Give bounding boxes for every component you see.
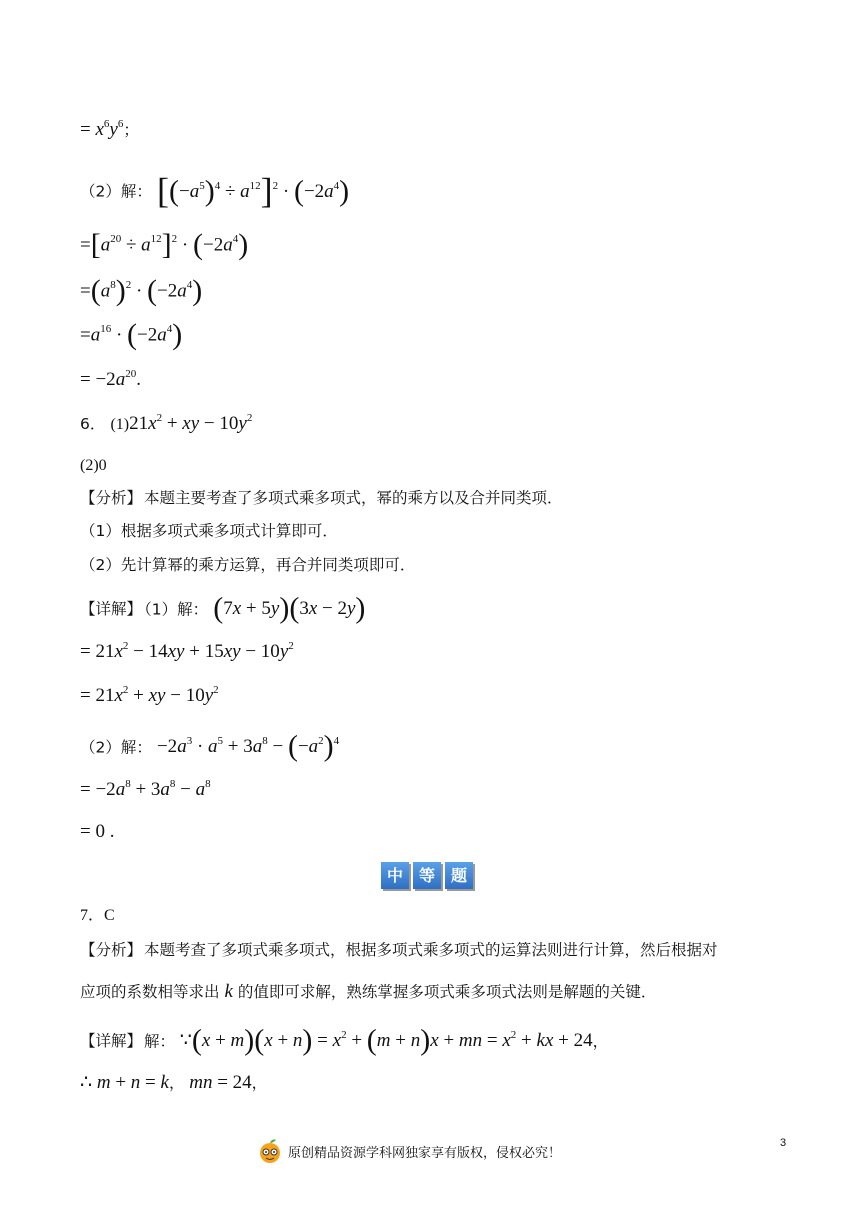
detail-line: ∴ m + n = k， mn = 24， <box>80 1072 268 1093</box>
orange-logo-icon <box>258 1138 282 1164</box>
solution-line: $=a^{16} \cdot (-2a^4)$ <box>80 318 183 351</box>
banner-char: 中 <box>381 862 409 889</box>
analysis-line: （2）先计算幂的乘方运算，再合并同类项即可． <box>80 556 416 574</box>
banner-char: 等 <box>413 862 441 889</box>
solution-line: （2）解： $[(-a^5)^4 \div a^{12}]^2 \cdot (-2a^4)$ <box>80 170 350 210</box>
solution-line: $=(a^8)^2 \cdot (-2a^4)$ <box>80 274 203 307</box>
footer <box>258 1138 561 1164</box>
detail-line: = $21x^2$ + xy − $10y^2$ <box>80 683 219 706</box>
detail-line: 【详解】 （1）解： (7x + 5y)(3x − 2y) <box>80 592 366 625</box>
answer-line: 7．C <box>80 907 115 924</box>
analysis-line: 【分析】 本题考查了多项式乘多项式，根据多项式乘多项式的运算法则进行计算，然后根据对 <box>80 941 718 959</box>
analysis-line: 应项的系数相等求出 k 的值即可求解，熟练掌握多项式乘多项式法则是解题的关键． <box>80 981 657 1002</box>
analysis-line: （1）根据多项式乘多项式计算即可． <box>80 522 338 540</box>
answer-line: 6． $(1)21x^2$ + xy − $10y^2$ <box>80 411 253 434</box>
detail-line: （2）解： $-2a^3 \cdot a^5 + 3a^8 - (-a^2)^4$ <box>80 730 340 763</box>
detail-line: = $21x^2 - 14xy + 15xy - 10y^2$ <box>80 639 294 662</box>
page-number: 3 <box>780 1137 787 1149</box>
section-banner <box>381 862 473 889</box>
copyright-text: 原创精品资源学科网独家享有版权，侵权必究！ <box>288 1145 562 1161</box>
answer-line: (2)0 <box>80 457 107 474</box>
detail-line: = $-2a^8 + 3a^8 - a^8$ <box>80 777 211 800</box>
solution-line: = $x^6y^6$； <box>80 117 139 140</box>
banner-char: 题 <box>445 862 473 889</box>
detail-line: = 0 . <box>80 821 115 842</box>
analysis-line: 【分析】 本题主要考查了多项式乘多项式，幂的乘方以及合并同类项． <box>80 489 563 507</box>
solution-line: = $-2a^{20}$. <box>80 367 141 390</box>
detail-line: 【详解】 解： ∵(x + $m)(x + n) = x^2 + (m + n)x$ + mn = $x^2$ + kx + 24， <box>80 1024 609 1057</box>
solution-line: $=[a^{20} \div a^{12}]^2 \cdot (-2a^4)$ <box>80 228 249 261</box>
